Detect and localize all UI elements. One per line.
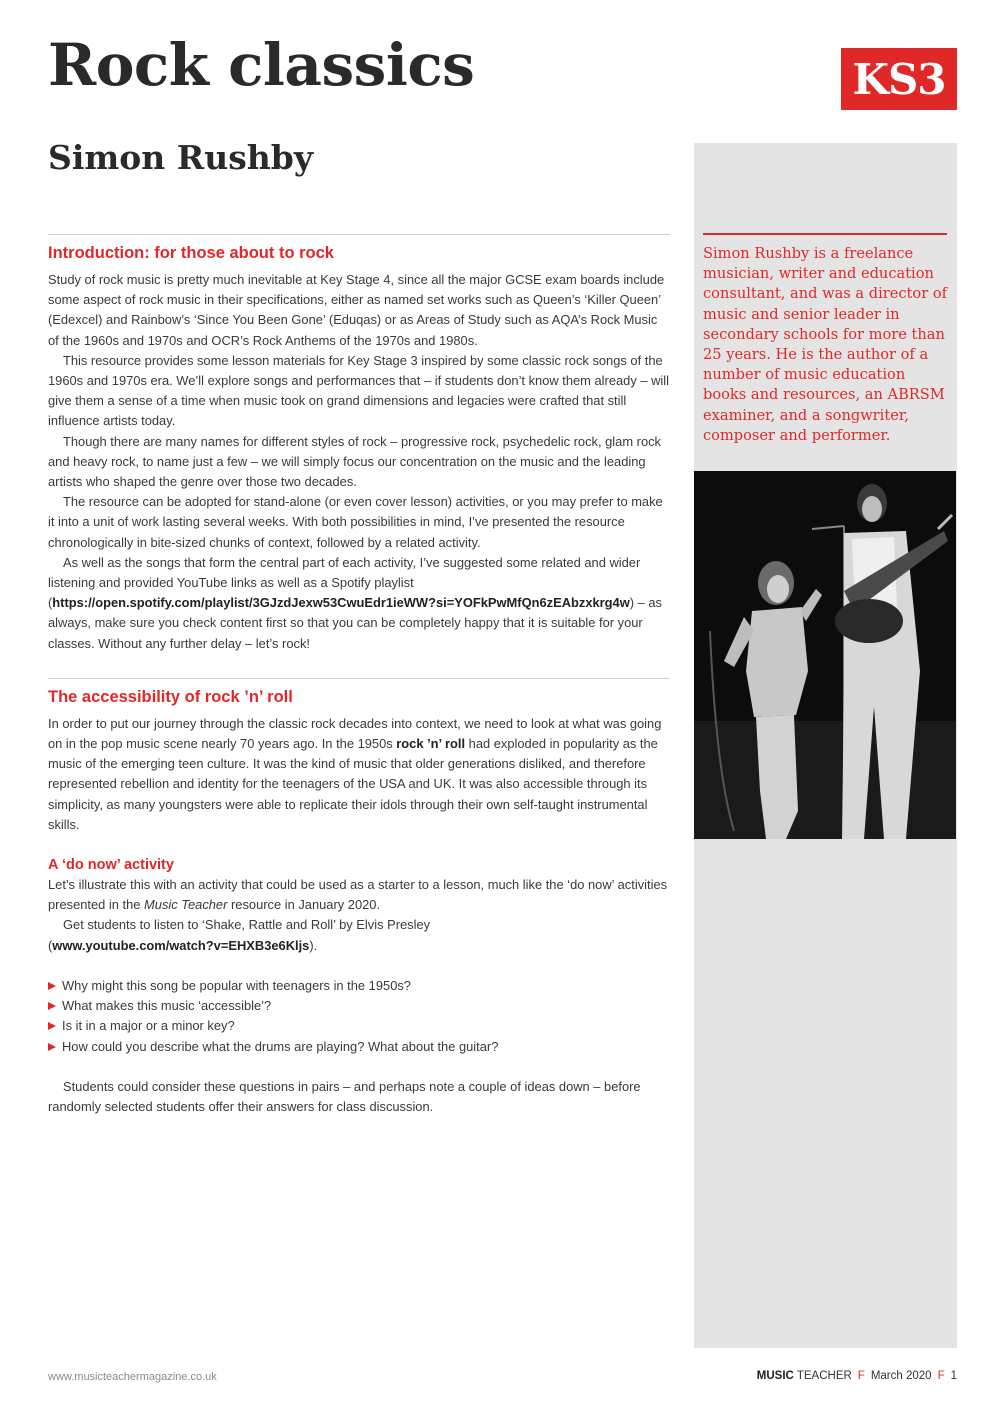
intro-paragraph-3: Though there are many names for different styles of rock – progressive rock, psychedelic rock, glam rock and heavy rock, to name just a few – we will simply focus our concentration on the music and the leading artists who shaped the genre over those two decades. <box>48 433 662 490</box>
page-number: 1 <box>950 1370 957 1382</box>
access-p3-text-a: Get students to listen to ‘Shake, Rattle and Roll’ by Elvis Presley ( <box>48 917 431 953</box>
bullet-triangle-icon <box>48 1022 56 1030</box>
question-text: Why might this song be popular with teenagers in the 1950s? <box>62 977 411 993</box>
question-list <box>48 976 670 1057</box>
intro-paragraph-2: This resource provides some lesson materials for Key Stage 3 inspired by some classic rock songs of the 1960s and 1970s era. We’ll explore songs and performances that – if students don’t know them already – will give them a sense of a time when music took on grand dimensions and legacies were crafted that still influence artists today. <box>48 352 670 429</box>
sidebar-divider <box>703 233 947 235</box>
footer-separator: F <box>857 1370 865 1382</box>
masthead-bold: MUSIC <box>756 1370 794 1382</box>
bullet-triangle-icon <box>48 1043 56 1051</box>
intro-heading: Introduction: for those about to rock <box>48 244 334 262</box>
do-now-paragraph-1 <box>48 875 670 915</box>
list-item <box>48 976 670 996</box>
question-text: How could you describe what the drums are playing? What about the guitar? <box>62 1038 499 1054</box>
access-p1-text-a: In order to put our journey through the classic rock decades into context, we need to look at what was going on in the pop music scene nearly 70 years ago. In the 1950s <box>48 715 662 752</box>
question-text: Is it in a major or a minor key? <box>62 1018 235 1034</box>
question-text: What makes this music ‘accessible’? <box>62 998 272 1014</box>
youtube-link[interactable]: www.youtube.com/watch?v=EHXB3e6Kljs <box>52 937 310 953</box>
list-item <box>48 1016 670 1036</box>
spotify-playlist-link[interactable]: https://open.spotify.com/playlist/3GJzdJexw53CwuEdr1ieWW?si=YOFkPwMfQn6zEAbzxkrg4w <box>52 595 630 611</box>
intro-paragraph-1: Study of rock music is pretty much inevitable at Key Stage 4, since all the major GCSE exam boards include some aspect of rock music in their specifications, either as named set works such as Queen’s ‘Killer Queen’ (Edexcel) and Rainbow’s ‘Since You Been Gone’ (Eduqas) or as Areas of Study such as AQA’s Rock Music of the 1960s and 1970s and OCR’s Rock Anthems of the 1970s and 1980s. <box>48 272 665 348</box>
concert-photo-icon <box>694 471 956 839</box>
intro-paragraph-4: The resource can be adopted for stand-alone (or even cover lesson) activities, or you may prefer to make it into a unit of work lasting several weeks. With both possibilities in mind, I’ve presented the resource chronologically in bite-sized chunks of context, followed by a related activity. <box>48 494 663 550</box>
masthead-rest: TEACHER <box>796 1370 852 1382</box>
bullet-triangle-icon <box>48 982 56 990</box>
music-teacher-title: Music Teacher <box>144 897 228 913</box>
accessibility-paragraph-1 <box>48 714 670 835</box>
footer-url[interactable]: www.musicteachermagazine.co.uk <box>48 1371 217 1383</box>
access-p2-text-b: resource in January 2020. <box>227 897 381 913</box>
intro-p5-text-b: ) – as always, make sure you check content first so that you can be completely happy that it is suitable for your classes. Without any further delay – let’s rock! <box>48 595 662 651</box>
footer-masthead <box>757 1370 957 1382</box>
page-title: Rock classics <box>48 31 475 99</box>
footer-separator: F <box>937 1370 945 1382</box>
intro-section <box>48 234 670 654</box>
do-now-paragraph-2 <box>48 915 670 955</box>
list-item <box>48 1037 670 1057</box>
do-now-heading: A ‘do now’ activity <box>48 857 174 874</box>
intro-p5-text-a: As well as the songs that form the central part of each activity, I’ve suggested some related and wider listening and provided YouTube links as well as a Spotify playlist ( <box>48 554 641 611</box>
closing-paragraph: Students could consider these questions in pairs – and perhaps note a couple of ideas down – before randomly selected students offer their answers for class discussion. <box>48 1078 641 1114</box>
access-p1-text-b: had exploded in popularity as the music of the emerging teen culture. It was the kind of music that older generations disliked, and therefore represented rebellion and identity for the teenagers of the USA and UK. It was also accessible through its simplicity, as many youngsters were able to replicate their idols through their own self-taught instrumental skills. <box>48 736 658 832</box>
intro-paragraph-5 <box>48 553 670 654</box>
concert-photo <box>694 471 956 839</box>
accessibility-heading: The accessibility of rock ’n’ roll <box>48 687 293 706</box>
list-item <box>48 996 670 1016</box>
main-content <box>48 234 670 1117</box>
access-p2-text-a: Let’s illustrate this with an activity that could be used as a starter to a lesson, much like the ‘do now’ activities presented in the <box>48 877 668 913</box>
rock-n-roll-term: rock ’n’ roll <box>396 736 466 752</box>
author-name: Simon Rushby <box>48 138 314 177</box>
issue-date: March 2020 <box>870 1370 932 1382</box>
accessibility-section <box>48 678 670 1117</box>
ks3-badge: KS3 <box>841 48 957 110</box>
masthead <box>757 1370 852 1382</box>
bullet-triangle-icon <box>48 1002 56 1010</box>
access-p3-text-b: ). <box>309 937 318 953</box>
author-bio: Simon Rushby is a freelance musician, writer and education consultant, and was a director of music and senior leader in secondary schools for more than 25 years. He is the author of a number of music education books and resources, an ABRSM examiner, and a songwriter, composer and performer. <box>703 245 948 444</box>
